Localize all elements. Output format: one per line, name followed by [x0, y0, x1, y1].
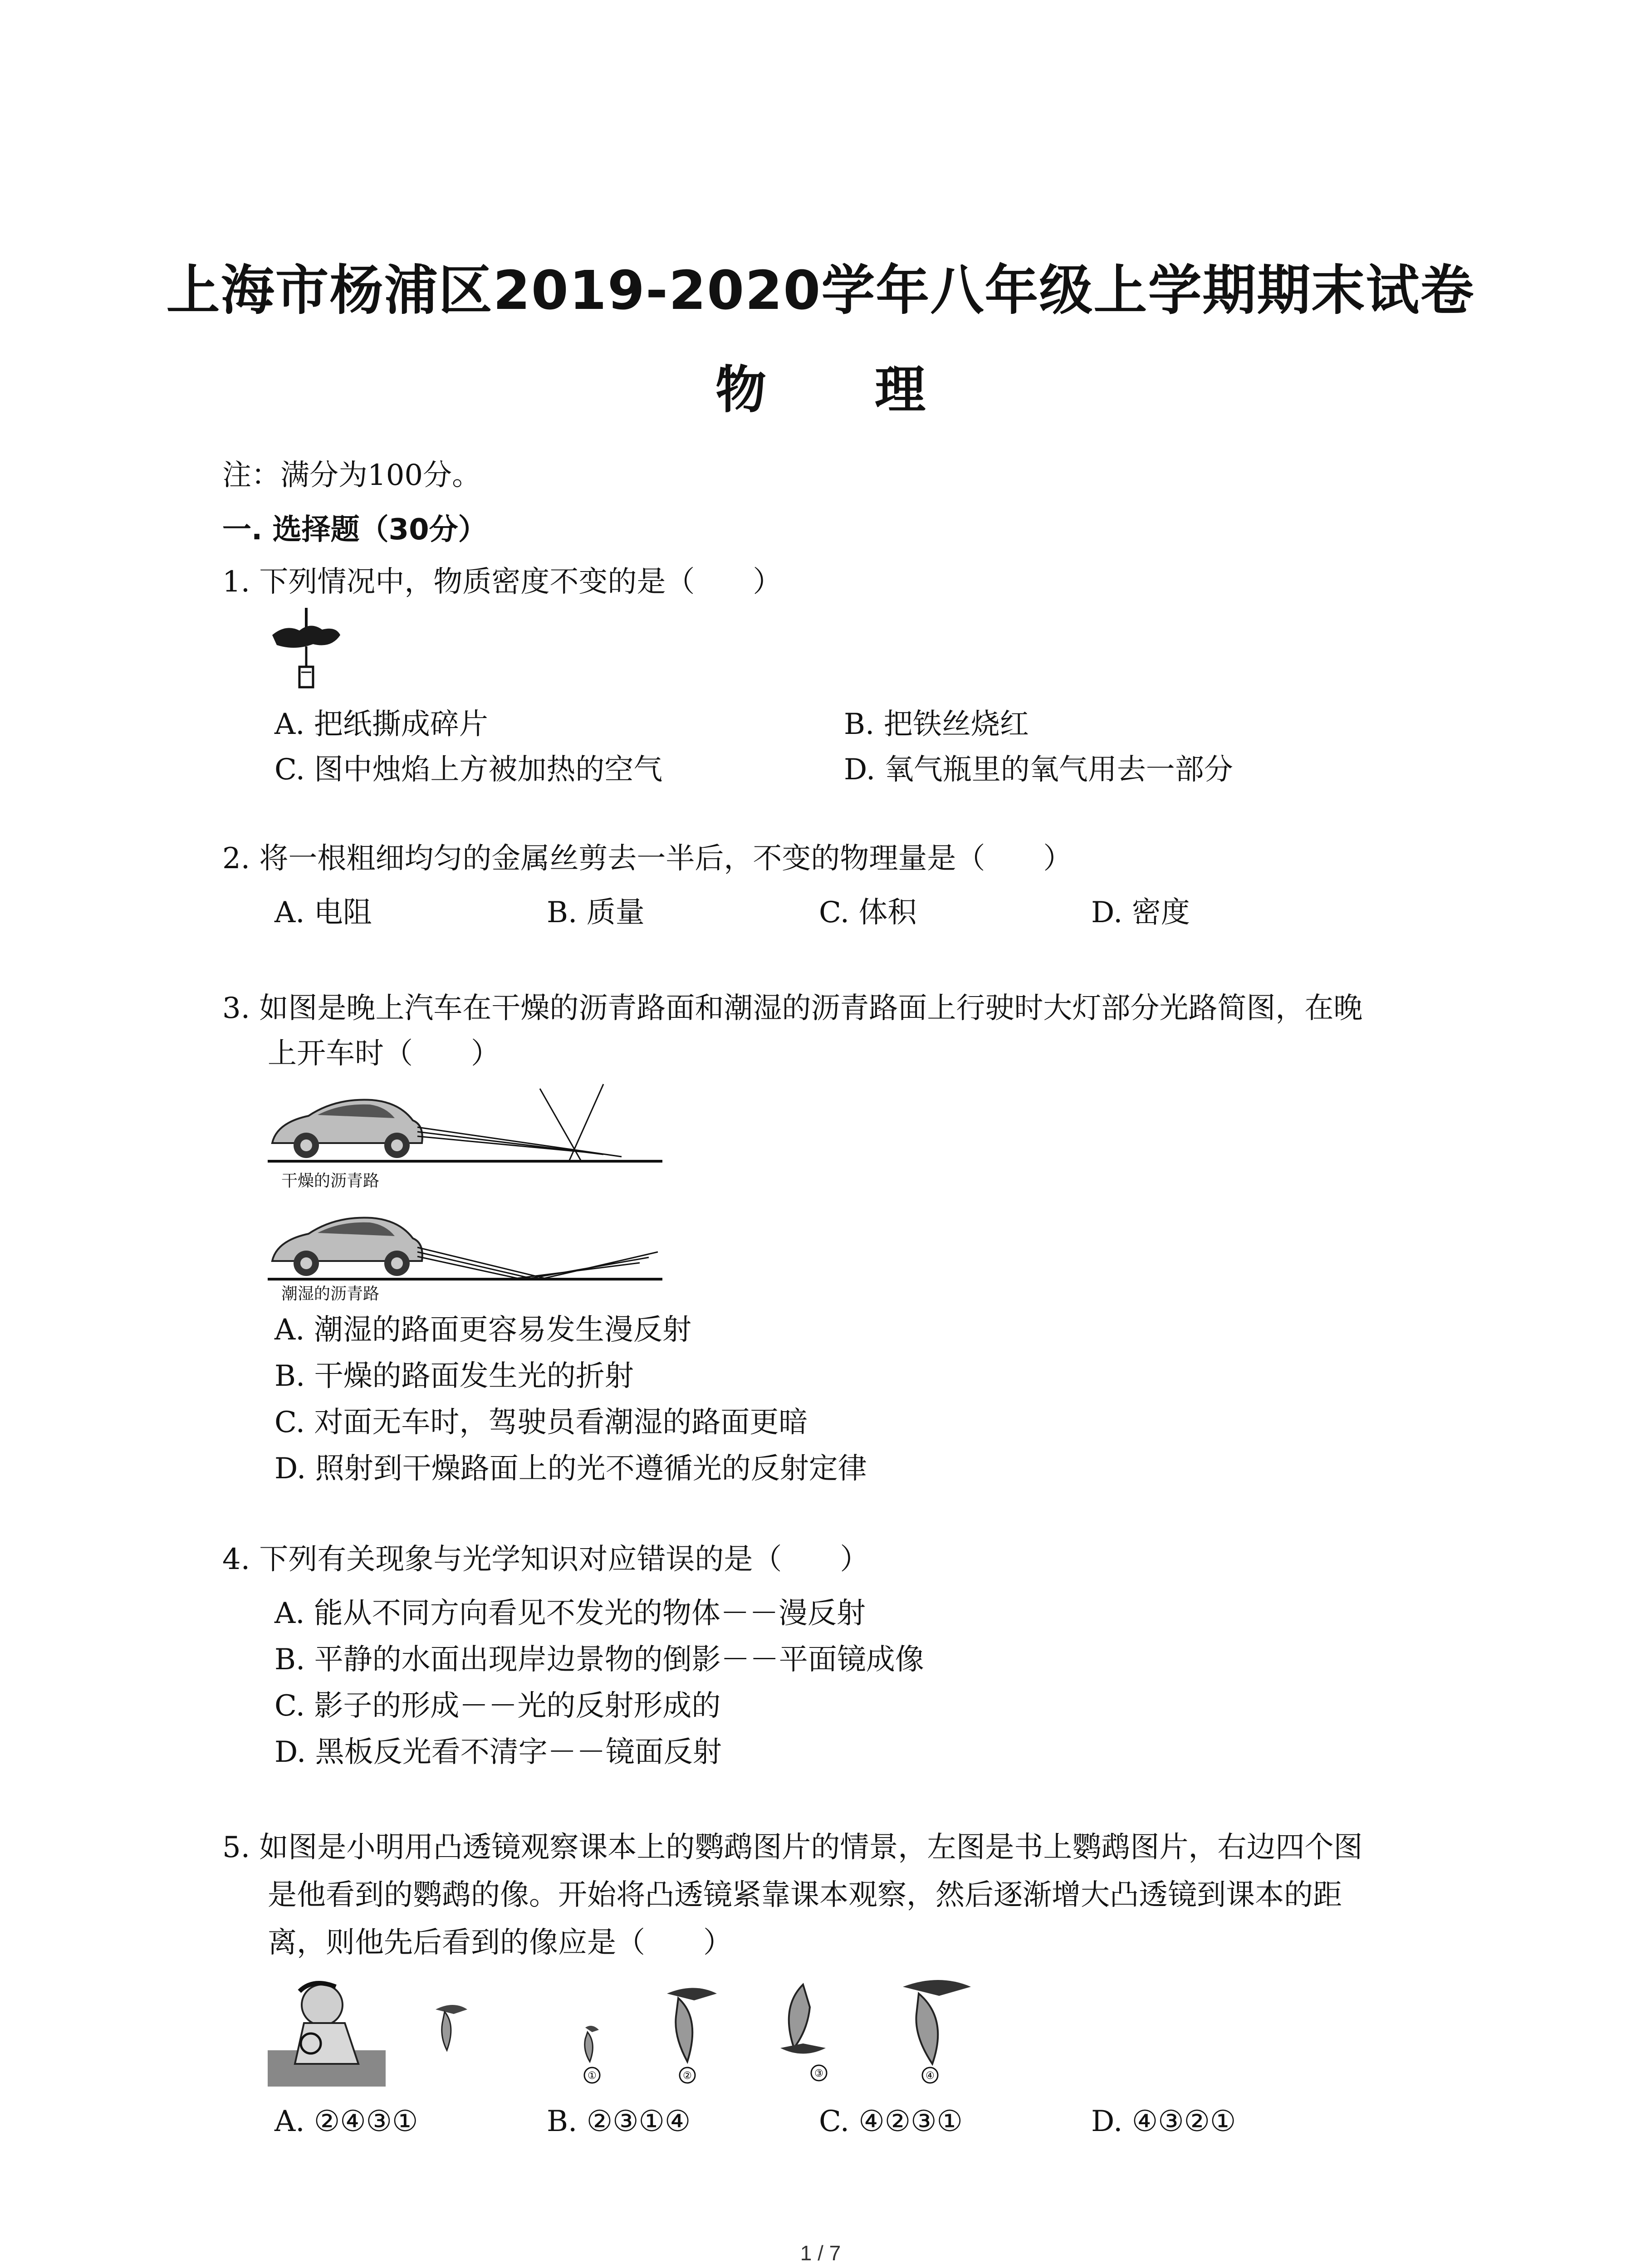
q2-option-c: C. 体积	[819, 896, 917, 929]
q2-option-d: D. 密度	[1091, 896, 1190, 929]
q1-option-d: D. 氧气瓶里的氧气用去一部分	[844, 753, 1233, 787]
q1-option-b: B. 把铁丝烧红	[844, 708, 1029, 741]
exam-title: 上海市杨浦区2019-2020学年八年级上学期期末试卷	[166, 259, 1475, 322]
q5-option-b: B. ②③①④	[547, 2105, 691, 2138]
q1-option-c: C. 图中烛焰上方被加热的空气	[274, 753, 663, 787]
page-number: 1 / 7	[800, 2241, 841, 2265]
q3-option-c: C. 对面无车时，驾驶员看潮湿的路面更暗	[274, 1406, 808, 1439]
q3-option-d: D. 照射到干燥路面上的光不遵循光的反射定律	[274, 1452, 867, 1486]
image-label-2: ②	[683, 2070, 692, 2082]
wet-road-label: 潮湿的沥青路	[281, 1284, 380, 1303]
parrot-icon	[436, 2005, 467, 2050]
dry-road-label: 干燥的沥青路	[281, 1171, 380, 1190]
question-3-stem-line2: 上开车时（ ）	[268, 1037, 500, 1070]
parrot-icon	[667, 1988, 717, 2083]
question-1-stem: 1. 下列情况中，物质密度不变的是（ ）	[222, 565, 782, 599]
person-with-lens-icon	[268, 1983, 386, 2087]
q4-option-b: B. 平静的水面出现岸边景物的倒影－－平面镜成像	[274, 1643, 924, 1677]
parrot-images-figure	[268, 1973, 1048, 2096]
q4-option-c: C. 影子的形成－－光的反射形成的	[274, 1689, 721, 1723]
parrot-icon	[903, 1980, 971, 2083]
question-4-stem: 4. 下列有关现象与光学知识对应错误的是（ ）	[222, 1543, 869, 1576]
car-icon	[272, 1100, 422, 1158]
q1-option-a: A. 把纸撕成碎片	[274, 708, 488, 741]
question-5-stem-line1: 5. 如图是小明用凸透镜观察课本上的鹦鹉图片的情景，左图是书上鹦鹉图片，右边四个图	[222, 1831, 1363, 1864]
subject-title: 物 理	[715, 361, 971, 420]
image-label-3: ③	[814, 2068, 823, 2079]
candle-flame-figure	[268, 608, 345, 694]
q5-option-c: C. ④②③①	[819, 2105, 963, 2138]
section-heading: 一. 选择题（30分）	[222, 513, 487, 547]
image-label-1: ①	[588, 2070, 597, 2082]
q3-option-a: A. 潮湿的路面更容易发生漫反射	[274, 1313, 691, 1347]
q5-option-a: A. ②④③①	[274, 2105, 418, 2138]
q3-option-b: B. 干燥的路面发生光的折射	[274, 1359, 634, 1393]
q4-option-d: D. 黑板反光看不清字－－镜面反射	[274, 1735, 722, 1769]
car-icon	[272, 1217, 422, 1276]
q4-option-a: A. 能从不同方向看见不发光的物体－－漫反射	[274, 1597, 866, 1630]
headlight-road-figure	[268, 1080, 676, 1288]
question-2-stem: 2. 将一根粗细均匀的金属丝剪去一半后，不变的物理量是（ ）	[222, 842, 1073, 875]
parrot-icon	[584, 2026, 600, 2083]
parrot-icon	[780, 1984, 827, 2081]
q2-option-a: A. 电阻	[274, 896, 372, 929]
note: 注：满分为100分。	[222, 459, 481, 492]
question-5-stem-line2: 是他看到的鹦鹉的像。开始将凸透镜紧靠课本观察，然后逐渐增大凸透镜到课本的距	[268, 1878, 1342, 1912]
question-5-stem-line3: 离，则他先后看到的像应是（ ）	[268, 1926, 732, 1960]
image-label-4: ④	[926, 2070, 935, 2082]
question-3-stem-line1: 3. 如图是晚上汽车在干燥的沥青路面和潮湿的沥青路面上行驶时大灯部分光路简图，在晚	[222, 992, 1363, 1025]
q5-option-d: D. ④③②①	[1091, 2105, 1236, 2138]
q2-option-b: B. 质量	[547, 896, 645, 929]
